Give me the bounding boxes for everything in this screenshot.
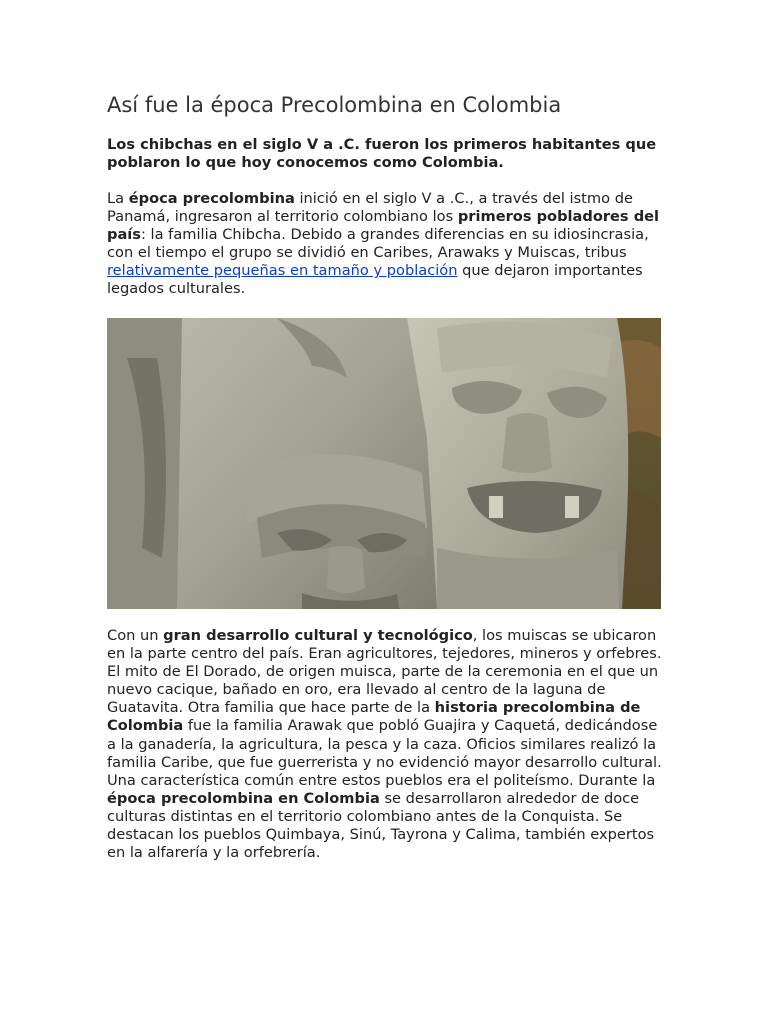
- hyperlink[interactable]: relativamente pequeñas en tamaño y población: [107, 262, 458, 280]
- bold-run: gran desarrollo cultural y tecnológico: [163, 627, 473, 644]
- text-run: , los muiscas se ubicaron en la parte centro del país. Eran agricultores, tejedores, mineros y orfebres. El mito de El Dorado, de origen muisca, parte de la ceremonia en el que un nuevo cacique, bañado en oro, era llevado al centro de la laguna de Guatavita. Otra familia que hace parte de la: [107, 627, 662, 717]
- text-run: fue la familia Arawak que pobló Guajira y Caquetá, dedicándose a la ganadería, la agricultura, la pesca y la caza. Oficios similares realizó la familia Caribe, que fue guerrerista y no evidenció mayor desarrollo cultural. Una característica común entre estos pueblos era el politeísmo. Durante la: [107, 717, 662, 789]
- text-run: La: [107, 190, 129, 207]
- text-run: : la familia Chibcha. Debido a grandes diferencias en su idiosincrasia, con el tiempo el grupo se dividió en Caribes, Arawaks y Muiscas, tribus: [107, 226, 649, 262]
- subtitle: Los chibchas en el siglo V a .C. fueron los primeros habitantes que poblaron lo que hoy conocemos como Colombia.: [107, 136, 657, 171]
- text-run: Con un: [107, 627, 164, 644]
- paragraph-intro: [107, 190, 667, 299]
- text-run: inició en el siglo V a .C., a través del istmo de Panamá, ingresaron al territorio colombiano los: [107, 190, 633, 226]
- page-title: Así fue la época Precolombina en Colombia: [107, 93, 562, 117]
- stone-statues-photo: [107, 318, 661, 609]
- paragraph-culture: [107, 627, 667, 862]
- bold-run: época precolombina: [128, 190, 295, 207]
- text-run: que dejaron importantes legados culturales.: [107, 262, 643, 298]
- text-run: se desarrollaron alrededor de doce culturas distintas en el territorio colombiano antes de la Conquista. Se destacan los pueblos Quimbaya, Sinú, Tayrona y Calima, también expertos en la alfarería y la orfebrería.: [107, 789, 655, 862]
- bold-run: época precolombina en Colombia: [107, 789, 380, 807]
- bold-run: primeros pobladores del país: [107, 208, 660, 244]
- bold-run: historia precolombina de Colombia: [107, 699, 641, 735]
